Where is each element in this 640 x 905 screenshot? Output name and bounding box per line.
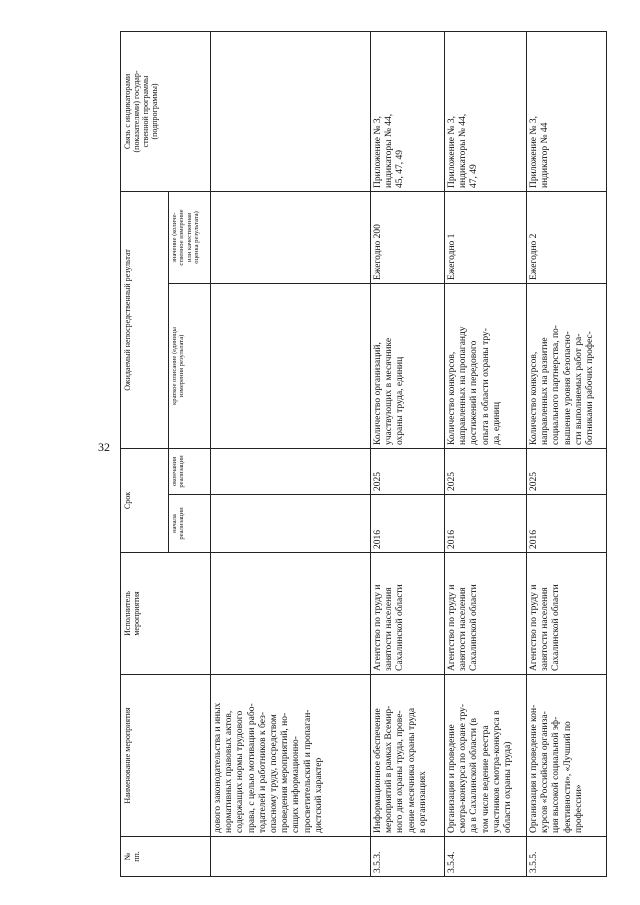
header-term: Срок [121, 448, 169, 552]
cell-executor: Агентство по труду и занятости населения Сахалинской области [527, 553, 607, 675]
cell-executor: Агентство по труду и занятости населения Сахалинской области [371, 553, 445, 675]
header-term-start: начала реализации [169, 495, 211, 553]
header-executor: Исполнитель мероприятия [121, 553, 211, 675]
header-value: значение (количе- ственное измерение или качественная оценка результата) [169, 191, 211, 283]
cell-brief: Количество конкурсов, направленных на развитие социального партнерства, по- вышение уровня безопасно- сти выполняемых работ ра- ботниками рабочих профес- [527, 283, 607, 448]
header-expected: Ожидаемый непосредственный результат [121, 191, 169, 448]
page-number: 32 [98, 440, 110, 454]
cell-link: Приложение № 3, индикаторы № 44, 45, 47, 49 [371, 31, 445, 191]
header-name: Наименование мероприятия [121, 675, 211, 837]
cell-link [211, 31, 371, 191]
cell-brief [211, 283, 371, 448]
header-link: Связь с индикаторами (показателями) государ- ственной программы (подпрограммы) [121, 31, 211, 191]
cell-end: 2025 [371, 448, 445, 494]
cell-name: дового законодательства и иных нормативных правовых актов, содержащих нормы трудового права, с целью мотивации рабо- тодателей и работников к без- опасному труду, посредством проведения мероприятий, но- сящих информационно- просветительский и пропаган- дистский характер [211, 675, 371, 837]
cell-num: 3.5.3. [371, 837, 445, 877]
cell-link: Приложение № 3, индикаторы № 44, 47, 49 [445, 31, 527, 191]
header-brief: краткое описание (единицы измерения результата) [169, 283, 211, 448]
cell-name: Организация и проведение кон- курсов «Российская организа- ция высокой социальной эф- фективности», «Лучший по профессии» [527, 675, 607, 837]
table-row [445, 31, 527, 876]
cell-value: Ежегодно 1 [445, 191, 527, 283]
cell-end: 2025 [445, 448, 527, 494]
header-num: № пп. [121, 837, 211, 877]
table-row [371, 31, 445, 876]
cell-end: 2025 [527, 448, 607, 494]
cell-brief: Количество конкурсов, направленных на пропаганду достижений и передового опыта в области охраны тру- да, единиц [445, 283, 527, 448]
cell-start: 2016 [527, 495, 607, 553]
rotated-table-wrapper [120, 32, 606, 877]
cell-executor: Агентство по труду и занятости населения Сахалинской области [445, 553, 527, 675]
cell-num [211, 837, 371, 877]
cell-value: Ежегодно 200 [371, 191, 445, 283]
cell-link: Приложение № 3, индикатор № 44 [527, 31, 607, 191]
cell-end [211, 448, 371, 494]
activities-table [120, 31, 607, 877]
cell-name: Информационное обеспечение мероприятий в рамках Всемир- ного дня охраны труда, прове- дение месячника охраны труда в организациях [371, 675, 445, 837]
cell-num: 3.5.5. [527, 837, 607, 877]
cell-value [211, 191, 371, 283]
table-row [211, 31, 371, 876]
cell-start: 2016 [371, 495, 445, 553]
cell-name: Организация и проведение смотра-конкурса по охране тру- да в Сахалинской области (в том числе ведение реестра участников смотра-конкурса в области охраны труда) [445, 675, 527, 837]
cell-executor [211, 553, 371, 675]
table-row [527, 31, 607, 876]
cell-start: 2016 [445, 495, 527, 553]
cell-start [211, 495, 371, 553]
cell-num: 3.5.4. [445, 837, 527, 877]
header-term-end: окончания реализации [169, 448, 211, 494]
cell-value: Ежегодно 2 [527, 191, 607, 283]
cell-brief: Количество организаций, участвующих в месячнике охраны труда, единиц [371, 283, 445, 448]
